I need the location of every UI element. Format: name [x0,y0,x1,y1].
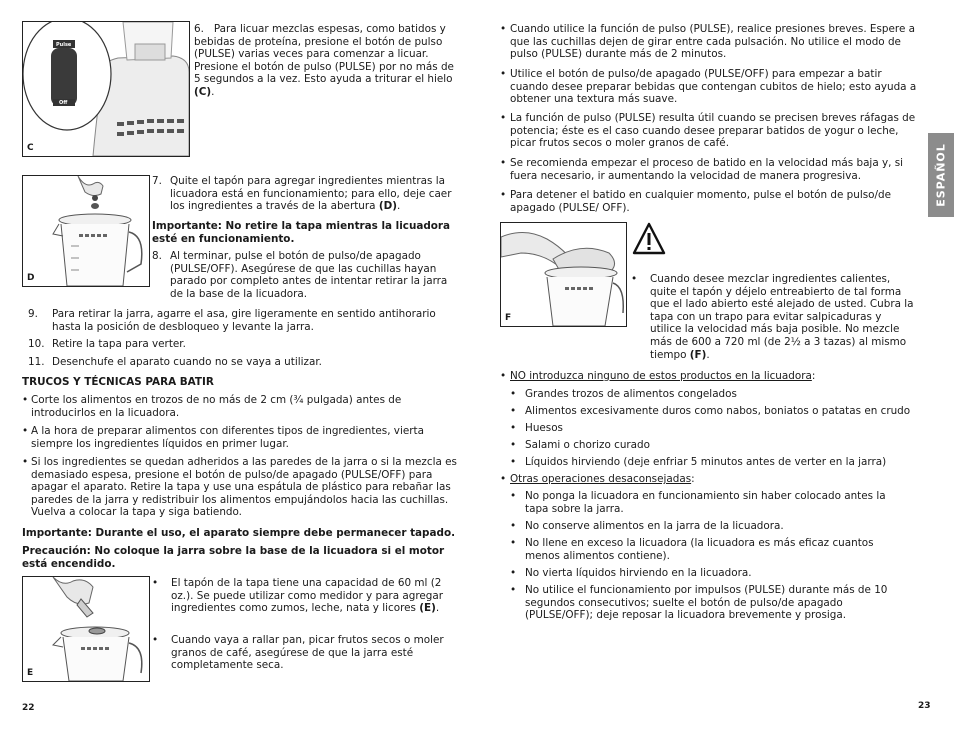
figure-c [22,21,190,157]
figure-d-label: D [27,273,35,283]
tips-heading: TRUCOS Y TÉCNICAS PARA BATIR [22,376,214,388]
page-number-left: 22 [22,703,35,713]
manual-spread: Pulse Off C 6. Para licuar mezclas espesas, como batidos y bebidas de proteína, presione el botón de pulso (PULSE) varias veces para comenzar a licuar. Presione el botón de pulso (PULSE) por no más de 5 segundos a la vez. Esto ayuda a triturar el hielo (C). D 7. Quite el tapón para agregar ingredientes mientras la licuadora está en funcionamiento; para ello, deje caer los ingredientes a través de la abertura (D). Importante: No retire la tapa mientras la licuadora esté en funcionamiento. 8. Al terminar, pulse el botón de pulso/de apagado (PULSE/OFF). Asegúrese de que las cuchillas hayan parado por completo antes de intentar retirar la jarra de la base de la licuadora. 9. Para retirar la jarra, agarre el asa, gire ligeramente en sentido antihorario hasta la posición de desbloqueo y levante la jarra. 10. Retire la tapa para verter. 11. Desenchufe el aparato cuando no se vaya a utilizar. TRUCOS Y TÉCNICAS PARA BATIR • Corte los alimentos en trozos de no más de 2 cm (¾ pulgada) antes de introducirlos en la licuadora. • A la hora de preparar alimentos con diferentes tipos de ingredientes, vierta siempre los ingredientes líquidos en primer lugar. • Si los ingredientes se quedan adheridos a las paredes de la jarra o si la mezcla es demasiado espesa, presione el botón de pulso/de apagado (PULSE/OFF) para apagar el aparato. Retire la tapa y use una espátula de plástico para rebañar las paredes de la jarra y redistribuir los alimentos empujándolos hacia las cuchillas. Vuelva a colocar la tapa y siga batiendo. Importante: Durante el uso, el aparato siempre debe permanecer tapado. Precaución: No coloque la jarra sobre la base de la licuadora si el motor está encendido. E • El tapón de la tapa tiene una capacidad de 60 ml (2 oz.). Se puede utilizar como medidor y para agregar ingredientes como zumos, leche, nata y licores (E). • Cuando vaya a rallar pan, picar frutos secos o moler granos de café, asegúrese de que la jarra esté completamente seca. 22 • Cuando utilice la función de pulso (PULSE), realice presiones breves. Espere a que las cuchillas dejen de girar entre cada pulsación. No utilice el modo de pulso (PULSE) durante más de 2 minutos. • Utilice el botón de pulso/de apagado (PULSE/OFF) para empezar a batir cuando desee preparar bebidas que contengan cubitos de hielo; esto ayuda a obtener una textura más suave. • La función de pulso (PULSE) resulta útil cuando se precisen breves ráfagas de potencia; éste es el caso cuando desee preparar batidos de yogur o leche, picar frutos secos o moler granos de café. • Se recomienda empezar el proceso de batido en la velocidad más baja y, si fuera necesario, ir aumentando la velocidad de manera progresiva. • Para detener el batido en cualquier momento, pulse el botón de pulso/de apagado (PULSE/ OFF). F • Cuando desee mezclar ingredientes calientes, quite el tapón y déjelo entreabierto de tal forma que el lado abierto esté alejado de usted. Cubra la tapa con un trapo para evitar salpicaduras y utilice la velocidad más baja posible. No mezcle más de 600 a 720 ml (de 2½ a 3 tazas) al mismo tiempo (F). • NO introduzca ninguno de estos productos en la licuadora: • Grandes trozos de alimentos congelados • Alimentos excesivamente duros como nabos, boniatos o patatas en crudo • Huesos • Salami o chorizo curado • Líquidos hirviendo (deje enfriar 5 minutos antes de verter en la jarra) • Otras operaciones desaconsejadas: • No ponga la licuadora en funcionamiento sin haber colocado antes la tapa sobre la jarra. • No conserve alimentos en la jarra de la licuadora. • No llene en exceso la licuadora (la licuadora es más eficaz cuantos menos alimentos contiene). • No vierta líquidos hirviendo en la licuadora. • No utilice el funcionamiento por impulsos (PULSE) durante más de 10 segundos consecutivos; suelte el botón de pulso/de apagado (PULSE/OFF); deje reposar la licuadora brevemente y prosiga. ESPAÑOL 23 [0,0,954,738]
page-number-right: 23 [918,701,931,711]
blender-measuring-cap-illustration [23,577,149,681]
blender-jar-illustration [23,176,149,286]
caution-note: Precaución: No coloque la jarra sobre la base de la licuadora si el motor está encendido. [22,545,445,570]
figure-f [500,222,627,327]
important-covered-note: Importante: Durante el uso, el aparato siempre debe permanecer tapado. [22,527,456,539]
blender-hot-ingredients-illustration [501,223,626,326]
figure-f-label: F [505,313,512,323]
warning-icon [632,222,666,256]
figure-c-pulse-label: Pulse [56,42,72,48]
figure-c-label: C [27,143,34,153]
figure-e [22,576,150,682]
blender-base-illustration [23,22,189,156]
language-tab-label: ESPAÑOL [934,143,948,207]
figure-d [22,175,150,287]
figure-c-off-label: Off [59,100,68,106]
step-6: 6. Para licuar mezclas espesas, como batidos y bebidas de proteína, presione el botón de pulso (PULSE) varias veces para comenzar a licuar. Presione el botón de pulso (PULSE) por no más de 5 segundos a la vez. Esto ayuda a triturar el hielo (C). [194,23,454,98]
language-tab [928,133,954,217]
important-lid-note: Importante: No retire la tapa mientras la licuadora esté en funcionamiento. [152,220,451,245]
figure-e-label: E [27,668,34,678]
